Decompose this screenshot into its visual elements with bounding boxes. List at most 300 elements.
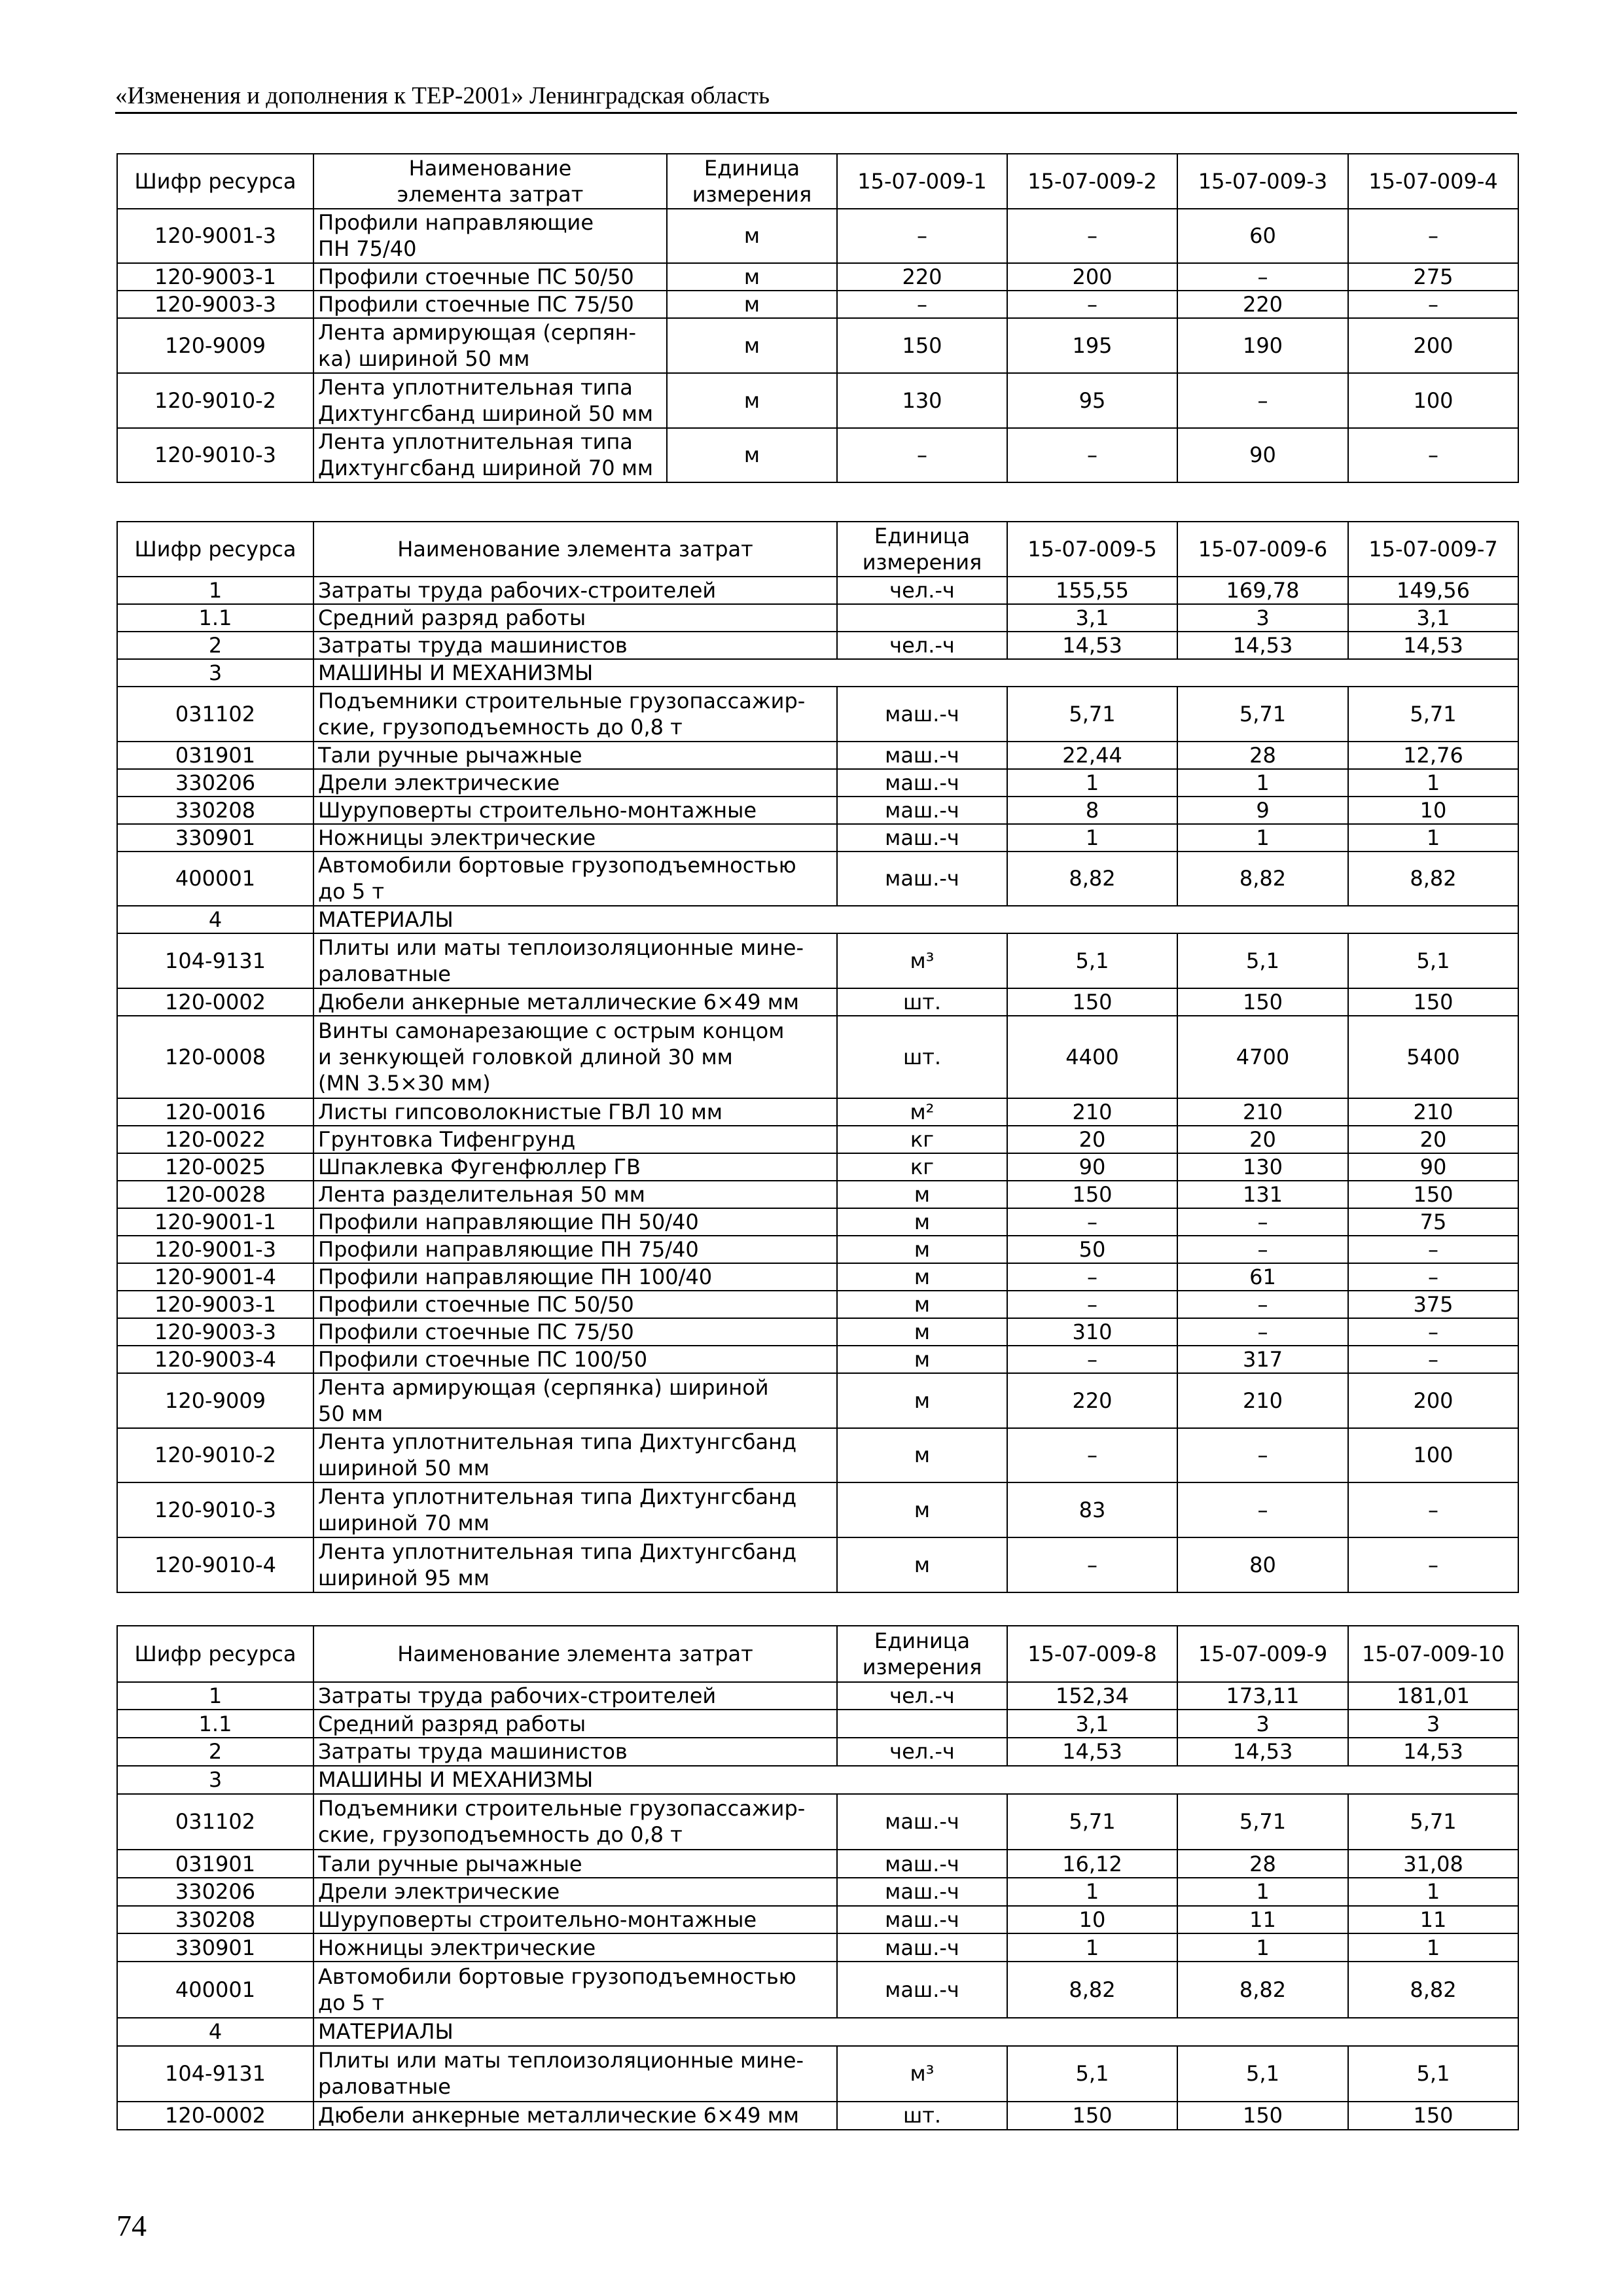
- unit-of-measure: м²: [837, 1098, 1007, 1126]
- table-row: [117, 1682, 1518, 1710]
- resource-code: 120-0008: [117, 1016, 313, 1098]
- unit-of-measure: маш.-ч: [837, 1962, 1007, 2018]
- cost-element-name: Грунтовка Тифенгрунд: [313, 1126, 837, 1153]
- table-row: [117, 1236, 1518, 1263]
- table-row: [117, 1738, 1518, 1766]
- table-row: [117, 1126, 1518, 1153]
- cost-element-name: Шуруповерты строительно-монтажные: [313, 797, 837, 824]
- resource-code: 120-9010-2: [117, 1428, 313, 1483]
- column-header: Шифр ресурса: [117, 154, 313, 209]
- rate-value: 5,71: [1177, 1794, 1348, 1850]
- unit-of-measure: шт.: [837, 988, 1007, 1016]
- rate-value: –: [1007, 1208, 1177, 1236]
- rate-value: –: [1348, 428, 1518, 483]
- rate-value: 10: [1348, 797, 1518, 824]
- rate-value: 220: [837, 263, 1007, 291]
- unit-of-measure: м³: [837, 2046, 1007, 2102]
- table-row: [117, 1710, 1518, 1738]
- table-row: [117, 852, 1518, 906]
- rate-value: 310: [1007, 1318, 1177, 1346]
- rate-value: 181,01: [1348, 1682, 1518, 1710]
- cost-element-name: Лента уплотнительная типа Дихтунгсбанд шириной 50 мм: [313, 1428, 837, 1483]
- table-row: [117, 2102, 1518, 2130]
- table-row: [117, 1933, 1518, 1962]
- rate-value: 150: [1007, 988, 1177, 1016]
- resource-code: 120-9010-3: [117, 428, 313, 483]
- resource-code: 3: [117, 1766, 313, 1794]
- cost-element-name: Плиты или маты теплоизоляционные мине- раловатные: [313, 2046, 837, 2102]
- rate-value: 3: [1348, 1710, 1518, 1738]
- resource-code: 120-9003-4: [117, 1346, 313, 1373]
- unit-of-measure: чел.-ч: [837, 632, 1007, 659]
- rate-value: 150: [1007, 1181, 1177, 1208]
- rate-value: 80: [1177, 1537, 1348, 1592]
- cost-element-name: Профили направляющие ПН 75/40: [313, 209, 667, 264]
- unit-of-measure: маш.-ч: [837, 687, 1007, 742]
- column-header: Наименование элемента затрат: [313, 1626, 837, 1682]
- resource-code: 4: [117, 2018, 313, 2046]
- rate-value: 20: [1348, 1126, 1518, 1153]
- rate-value: 1: [1177, 1933, 1348, 1962]
- cost-element-name: Тали ручные рычажные: [313, 742, 837, 769]
- table-row: [117, 933, 1518, 988]
- resource-code: 120-9001-1: [117, 1208, 313, 1236]
- section-title: МАТЕРИАЛЫ: [313, 906, 1518, 933]
- rate-value: 150: [1348, 1181, 1518, 1208]
- section-title: МАШИНЫ И МЕХАНИЗМЫ: [313, 1766, 1518, 1794]
- page-number: 74: [116, 2209, 147, 2242]
- column-header: Шифр ресурса: [117, 1626, 313, 1682]
- rate-value: –: [1007, 428, 1177, 483]
- cost-element-name: Подъемники строительные грузопассажир- ские, грузоподъемность до 0,8 т: [313, 1794, 837, 1850]
- table-row: [117, 577, 1518, 604]
- cost-element-name: Лента разделительная 50 мм: [313, 1181, 837, 1208]
- column-header: Единица измерения: [667, 154, 837, 209]
- cost-element-name: Затраты труда рабочих-строителей: [313, 577, 837, 604]
- rate-value: –: [1007, 1537, 1177, 1592]
- unit-of-measure: маш.-ч: [837, 797, 1007, 824]
- rate-value: 8,82: [1177, 852, 1348, 906]
- unit-of-measure: шт.: [837, 2102, 1007, 2130]
- rate-value: 1: [1348, 1933, 1518, 1962]
- rate-value: 9: [1177, 797, 1348, 824]
- rate-value: 200: [1348, 1373, 1518, 1428]
- rate-value: 95: [1007, 373, 1177, 428]
- unit-of-measure: м: [837, 1181, 1007, 1208]
- resource-code: 330901: [117, 824, 313, 852]
- rate-value: –: [1177, 1291, 1348, 1318]
- cost-element-name: Лента уплотнительная типа Дихтунгсбанд шириной 95 мм: [313, 1537, 837, 1592]
- rate-value: 210: [1348, 1098, 1518, 1126]
- cost-element-name: Дюбели анкерные металлические 6×49 мм: [313, 988, 837, 1016]
- column-header: 15-07-009-10: [1348, 1626, 1518, 1682]
- rate-value: 150: [837, 318, 1007, 373]
- table-row: [117, 291, 1518, 318]
- cost-element-name: Профили стоечные ПС 100/50: [313, 1346, 837, 1373]
- rate-value: 100: [1348, 1428, 1518, 1483]
- cost-element-name: Средний разряд работы: [313, 604, 837, 632]
- rate-value: 75: [1348, 1208, 1518, 1236]
- rate-value: 1: [1007, 769, 1177, 797]
- resource-code: 330208: [117, 1906, 313, 1934]
- table-header-row: [117, 1626, 1518, 1682]
- rate-value: 28: [1177, 1850, 1348, 1878]
- rate-value: 16,12: [1007, 1850, 1177, 1878]
- resource-code: 120-0002: [117, 2102, 313, 2130]
- rate-value: 1: [1348, 1878, 1518, 1906]
- unit-of-measure: чел.-ч: [837, 577, 1007, 604]
- unit-of-measure: м: [837, 1346, 1007, 1373]
- rate-value: 5,71: [1348, 1794, 1518, 1850]
- rate-value: 83: [1007, 1482, 1177, 1537]
- unit-of-measure: маш.-ч: [837, 1878, 1007, 1906]
- section-row: [117, 1766, 1518, 1794]
- unit-of-measure: м: [667, 291, 837, 318]
- table-row: [117, 1878, 1518, 1906]
- cost-element-name: Тали ручные рычажные: [313, 1850, 837, 1878]
- rate-value: –: [1348, 1346, 1518, 1373]
- rate-value: 4700: [1177, 1016, 1348, 1098]
- table-row: [117, 1291, 1518, 1318]
- rate-value: 5,1: [1348, 933, 1518, 988]
- table-row: [117, 769, 1518, 797]
- rate-value: 5,1: [1007, 2046, 1177, 2102]
- resource-code: 400001: [117, 852, 313, 906]
- rate-value: 22,44: [1007, 742, 1177, 769]
- unit-of-measure: м: [667, 373, 837, 428]
- rate-value: 5,1: [1007, 933, 1177, 988]
- rate-value: 149,56: [1348, 577, 1518, 604]
- table-row: [117, 1428, 1518, 1483]
- rate-value: 5,71: [1348, 687, 1518, 742]
- resource-code: 1: [117, 577, 313, 604]
- rate-value: 1: [1007, 824, 1177, 852]
- table-row: [117, 1208, 1518, 1236]
- rate-value: –: [1007, 209, 1177, 264]
- cost-element-name: Автомобили бортовые грузоподъемностью до 5 т: [313, 852, 837, 906]
- column-header: 15-07-009-5: [1007, 522, 1177, 577]
- resource-code: 4: [117, 906, 313, 933]
- resource-code: 330901: [117, 1933, 313, 1962]
- rate-value: 3,1: [1007, 604, 1177, 632]
- rate-value: 10: [1007, 1906, 1177, 1934]
- rate-value: 5,71: [1007, 687, 1177, 742]
- table-row: [117, 742, 1518, 769]
- rate-value: 31,08: [1348, 1850, 1518, 1878]
- rate-value: –: [1177, 1428, 1348, 1483]
- column-header: Единица измерения: [837, 1626, 1007, 1682]
- section-row: [117, 906, 1518, 933]
- rate-value: –: [1007, 1428, 1177, 1483]
- unit-of-measure: маш.-ч: [837, 742, 1007, 769]
- unit-of-measure: м³: [837, 933, 1007, 988]
- unit-of-measure: м: [837, 1208, 1007, 1236]
- rate-value: 60: [1177, 209, 1348, 264]
- rate-value: 1: [1177, 824, 1348, 852]
- resource-code: 031102: [117, 1794, 313, 1850]
- unit-of-measure: шт.: [837, 1016, 1007, 1098]
- unit-of-measure: чел.-ч: [837, 1738, 1007, 1766]
- unit-of-measure: м: [837, 1318, 1007, 1346]
- resource-code: 330206: [117, 1878, 313, 1906]
- resource-code: 031901: [117, 742, 313, 769]
- table-row: [117, 1537, 1518, 1592]
- table-row: [117, 988, 1518, 1016]
- unit-of-measure: м: [837, 1263, 1007, 1291]
- column-header: 15-07-009-1: [837, 154, 1007, 209]
- section-row: [117, 2018, 1518, 2046]
- table-row: [117, 1850, 1518, 1878]
- unit-of-measure: [837, 1710, 1007, 1738]
- rate-value: 3: [1177, 1710, 1348, 1738]
- unit-of-measure: м: [667, 209, 837, 264]
- unit-of-measure: м: [837, 1373, 1007, 1428]
- rate-value: 14,53: [1348, 632, 1518, 659]
- column-header: Наименование элемента затрат: [313, 154, 667, 209]
- cost-element-name: Профили стоечные ПС 50/50: [313, 263, 667, 291]
- table-row: [117, 1482, 1518, 1537]
- rate-value: 150: [1177, 2102, 1348, 2130]
- unit-of-measure: м: [667, 263, 837, 291]
- rate-value: 5,1: [1177, 2046, 1348, 2102]
- rate-value: 1: [1348, 824, 1518, 852]
- rate-value: 275: [1348, 263, 1518, 291]
- rate-value: 8,82: [1348, 1962, 1518, 2018]
- rate-value: 50: [1007, 1236, 1177, 1263]
- rate-value: 8,82: [1007, 852, 1177, 906]
- cost-element-name: Лента армирующая (серпянка) шириной 50 мм: [313, 1373, 837, 1428]
- resource-code: 104-9131: [117, 933, 313, 988]
- rate-value: 14,53: [1177, 632, 1348, 659]
- unit-of-measure: маш.-ч: [837, 1794, 1007, 1850]
- resource-code: 120-9001-4: [117, 1263, 313, 1291]
- table-row: [117, 1181, 1518, 1208]
- resource-code: 120-9001-3: [117, 1236, 313, 1263]
- rate-value: 200: [1007, 263, 1177, 291]
- unit-of-measure: маш.-ч: [837, 769, 1007, 797]
- unit-of-measure: чел.-ч: [837, 1682, 1007, 1710]
- cost-element-name: Дюбели анкерные металлические 6×49 мм: [313, 2102, 837, 2130]
- column-header: 15-07-009-2: [1007, 154, 1177, 209]
- unit-of-measure: м: [837, 1291, 1007, 1318]
- resource-code: 120-0028: [117, 1181, 313, 1208]
- resource-code: 1: [117, 1682, 313, 1710]
- rate-value: 152,34: [1007, 1682, 1177, 1710]
- resource-code: 120-0022: [117, 1126, 313, 1153]
- rate-value: 14,53: [1177, 1738, 1348, 1766]
- rate-value: 5,71: [1177, 687, 1348, 742]
- table-row: [117, 1098, 1518, 1126]
- rate-value: 8,82: [1348, 852, 1518, 906]
- rate-value: 155,55: [1007, 577, 1177, 604]
- section-title: МАТЕРИАЛЫ: [313, 2018, 1518, 2046]
- rate-value: 220: [1007, 1373, 1177, 1428]
- table-row: [117, 209, 1518, 264]
- cost-element-name: Затраты труда машинистов: [313, 632, 837, 659]
- table-row: [117, 1318, 1518, 1346]
- rate-value: 100: [1348, 373, 1518, 428]
- rate-value: –: [1348, 1236, 1518, 1263]
- table-row: [117, 604, 1518, 632]
- rate-value: –: [1177, 1208, 1348, 1236]
- column-header: 15-07-009-9: [1177, 1626, 1348, 1682]
- rate-value: –: [1348, 1537, 1518, 1592]
- resource-code: 120-9003-1: [117, 263, 313, 291]
- rate-value: 4400: [1007, 1016, 1177, 1098]
- rate-value: –: [837, 428, 1007, 483]
- rate-value: 8,82: [1177, 1962, 1348, 2018]
- rate-value: 61: [1177, 1263, 1348, 1291]
- resource-code: 120-9010-3: [117, 1482, 313, 1537]
- resource-code: 400001: [117, 1962, 313, 2018]
- rate-value: –: [1177, 373, 1348, 428]
- rate-value: –: [1348, 1318, 1518, 1346]
- rate-value: –: [1348, 209, 1518, 264]
- rate-value: 14,53: [1007, 632, 1177, 659]
- table-row: [117, 2046, 1518, 2102]
- unit-of-measure: м: [837, 1428, 1007, 1483]
- rate-value: 195: [1007, 318, 1177, 373]
- resource-code: 031102: [117, 687, 313, 742]
- rate-value: 12,76: [1348, 742, 1518, 769]
- rate-value: –: [1348, 1263, 1518, 1291]
- rate-value: 169,78: [1177, 577, 1348, 604]
- unit-of-measure: маш.-ч: [837, 1850, 1007, 1878]
- cost-element-name: Шуруповерты строительно-монтажные: [313, 1906, 837, 1934]
- rate-value: 20: [1177, 1126, 1348, 1153]
- column-header: 15-07-009-4: [1348, 154, 1518, 209]
- rate-value: 28: [1177, 742, 1348, 769]
- resource-code: 120-9009: [117, 318, 313, 373]
- rate-value: –: [1177, 263, 1348, 291]
- unit-of-measure: маш.-ч: [837, 824, 1007, 852]
- unit-of-measure: м: [667, 428, 837, 483]
- cost-element-name: Лента уплотнительная типа Дихтунгсбанд шириной 70 мм: [313, 1482, 837, 1537]
- rate-value: –: [1007, 291, 1177, 318]
- header-rule: [115, 112, 1517, 114]
- cost-element-name: Профили направляющие ПН 50/40: [313, 1208, 837, 1236]
- rate-value: 5,71: [1007, 1794, 1177, 1850]
- rate-value: 375: [1348, 1291, 1518, 1318]
- table-row: [117, 797, 1518, 824]
- rate-value: 210: [1177, 1098, 1348, 1126]
- rate-value: 150: [1007, 2102, 1177, 2130]
- cost-element-name: Профили направляющие ПН 75/40: [313, 1236, 837, 1263]
- unit-of-measure: маш.-ч: [837, 1933, 1007, 1962]
- rate-value: 130: [837, 373, 1007, 428]
- unit-of-measure: кг: [837, 1153, 1007, 1181]
- rate-value: 5,1: [1177, 933, 1348, 988]
- resource-code: 120-9010-2: [117, 373, 313, 428]
- resource-code: 120-0002: [117, 988, 313, 1016]
- cost-element-name: Ножницы электрические: [313, 824, 837, 852]
- table-row: [117, 318, 1518, 373]
- cost-element-name: Затраты труда рабочих-строителей: [313, 1682, 837, 1710]
- column-header: 15-07-009-7: [1348, 522, 1518, 577]
- rate-value: 90: [1348, 1153, 1518, 1181]
- table-row: [117, 1346, 1518, 1373]
- cost-element-name: Дрели электрические: [313, 769, 837, 797]
- rate-value: 11: [1177, 1906, 1348, 1934]
- cost-element-name: Винты самонарезающие с острым концом и зенкующей головкой длиной 30 мм (MN 3.5×30 мм): [313, 1016, 837, 1098]
- resource-code: 2: [117, 632, 313, 659]
- table-header-row: [117, 154, 1518, 209]
- rate-value: 8: [1007, 797, 1177, 824]
- running-header: «Изменения и дополнения к ТЕР-2001» Ленинградская область: [115, 82, 770, 109]
- table-row: [117, 1373, 1518, 1428]
- rate-value: 200: [1348, 318, 1518, 373]
- resource-code: 120-9001-3: [117, 209, 313, 264]
- rate-value: 210: [1007, 1098, 1177, 1126]
- resource-code: 3: [117, 659, 313, 687]
- rate-value: 150: [1348, 988, 1518, 1016]
- unit-of-measure: маш.-ч: [837, 852, 1007, 906]
- rate-value: 5400: [1348, 1016, 1518, 1098]
- unit-of-measure: м: [837, 1236, 1007, 1263]
- cost-element-name: Шпаклевка Фугенфюллер ГВ: [313, 1153, 837, 1181]
- rate-value: –: [1177, 1482, 1348, 1537]
- resource-code: 120-9003-3: [117, 291, 313, 318]
- column-header: Шифр ресурса: [117, 522, 313, 577]
- rate-value: 11: [1348, 1906, 1518, 1934]
- cost-element-name: Лента уплотнительная типа Дихтунгсбанд шириной 50 мм: [313, 373, 667, 428]
- rate-value: 130: [1177, 1153, 1348, 1181]
- rate-value: –: [1348, 291, 1518, 318]
- resource-code: 1.1: [117, 1710, 313, 1738]
- cost-element-name: Профили стоечные ПС 75/50: [313, 291, 667, 318]
- resource-code: 330206: [117, 769, 313, 797]
- rate-value: 210: [1177, 1373, 1348, 1428]
- table-row: [117, 1906, 1518, 1934]
- section-title: МАШИНЫ И МЕХАНИЗМЫ: [313, 659, 1518, 687]
- rate-value: 14,53: [1348, 1738, 1518, 1766]
- unit-of-measure: кг: [837, 1126, 1007, 1153]
- table-row: [117, 263, 1518, 291]
- resource-code: 120-9009: [117, 1373, 313, 1428]
- unit-of-measure: маш.-ч: [837, 1906, 1007, 1934]
- table-row: [117, 1794, 1518, 1850]
- cost-element-name: Лента армирующая (серпян- ка) шириной 50 мм: [313, 318, 667, 373]
- resource-code: 1.1: [117, 604, 313, 632]
- column-header: Единица измерения: [837, 522, 1007, 577]
- table-row: [117, 1016, 1518, 1098]
- cost-element-name: Автомобили бортовые грузоподъемностью до 5 т: [313, 1962, 837, 2018]
- column-header: 15-07-009-8: [1007, 1626, 1177, 1682]
- rate-value: 1: [1348, 769, 1518, 797]
- rate-value: 1: [1177, 769, 1348, 797]
- resource-table-1: [116, 153, 1519, 483]
- resource-table-2: [116, 521, 1519, 1593]
- resource-code: 120-0025: [117, 1153, 313, 1181]
- rate-value: 173,11: [1177, 1682, 1348, 1710]
- resource-code: 120-9003-1: [117, 1291, 313, 1318]
- unit-of-measure: м: [837, 1482, 1007, 1537]
- cost-element-name: Листы гипсоволокнистые ГВЛ 10 мм: [313, 1098, 837, 1126]
- rate-value: –: [1007, 1346, 1177, 1373]
- rate-value: 14,53: [1007, 1738, 1177, 1766]
- table-row: [117, 1263, 1518, 1291]
- rate-value: 190: [1177, 318, 1348, 373]
- table-row: [117, 428, 1518, 483]
- unit-of-measure: м: [837, 1537, 1007, 1592]
- rate-value: 131: [1177, 1181, 1348, 1208]
- rate-value: –: [1007, 1263, 1177, 1291]
- rate-value: 90: [1177, 428, 1348, 483]
- unit-of-measure: м: [667, 318, 837, 373]
- table-row: [117, 1153, 1518, 1181]
- rate-value: 150: [1348, 2102, 1518, 2130]
- rate-value: 8,82: [1007, 1962, 1177, 2018]
